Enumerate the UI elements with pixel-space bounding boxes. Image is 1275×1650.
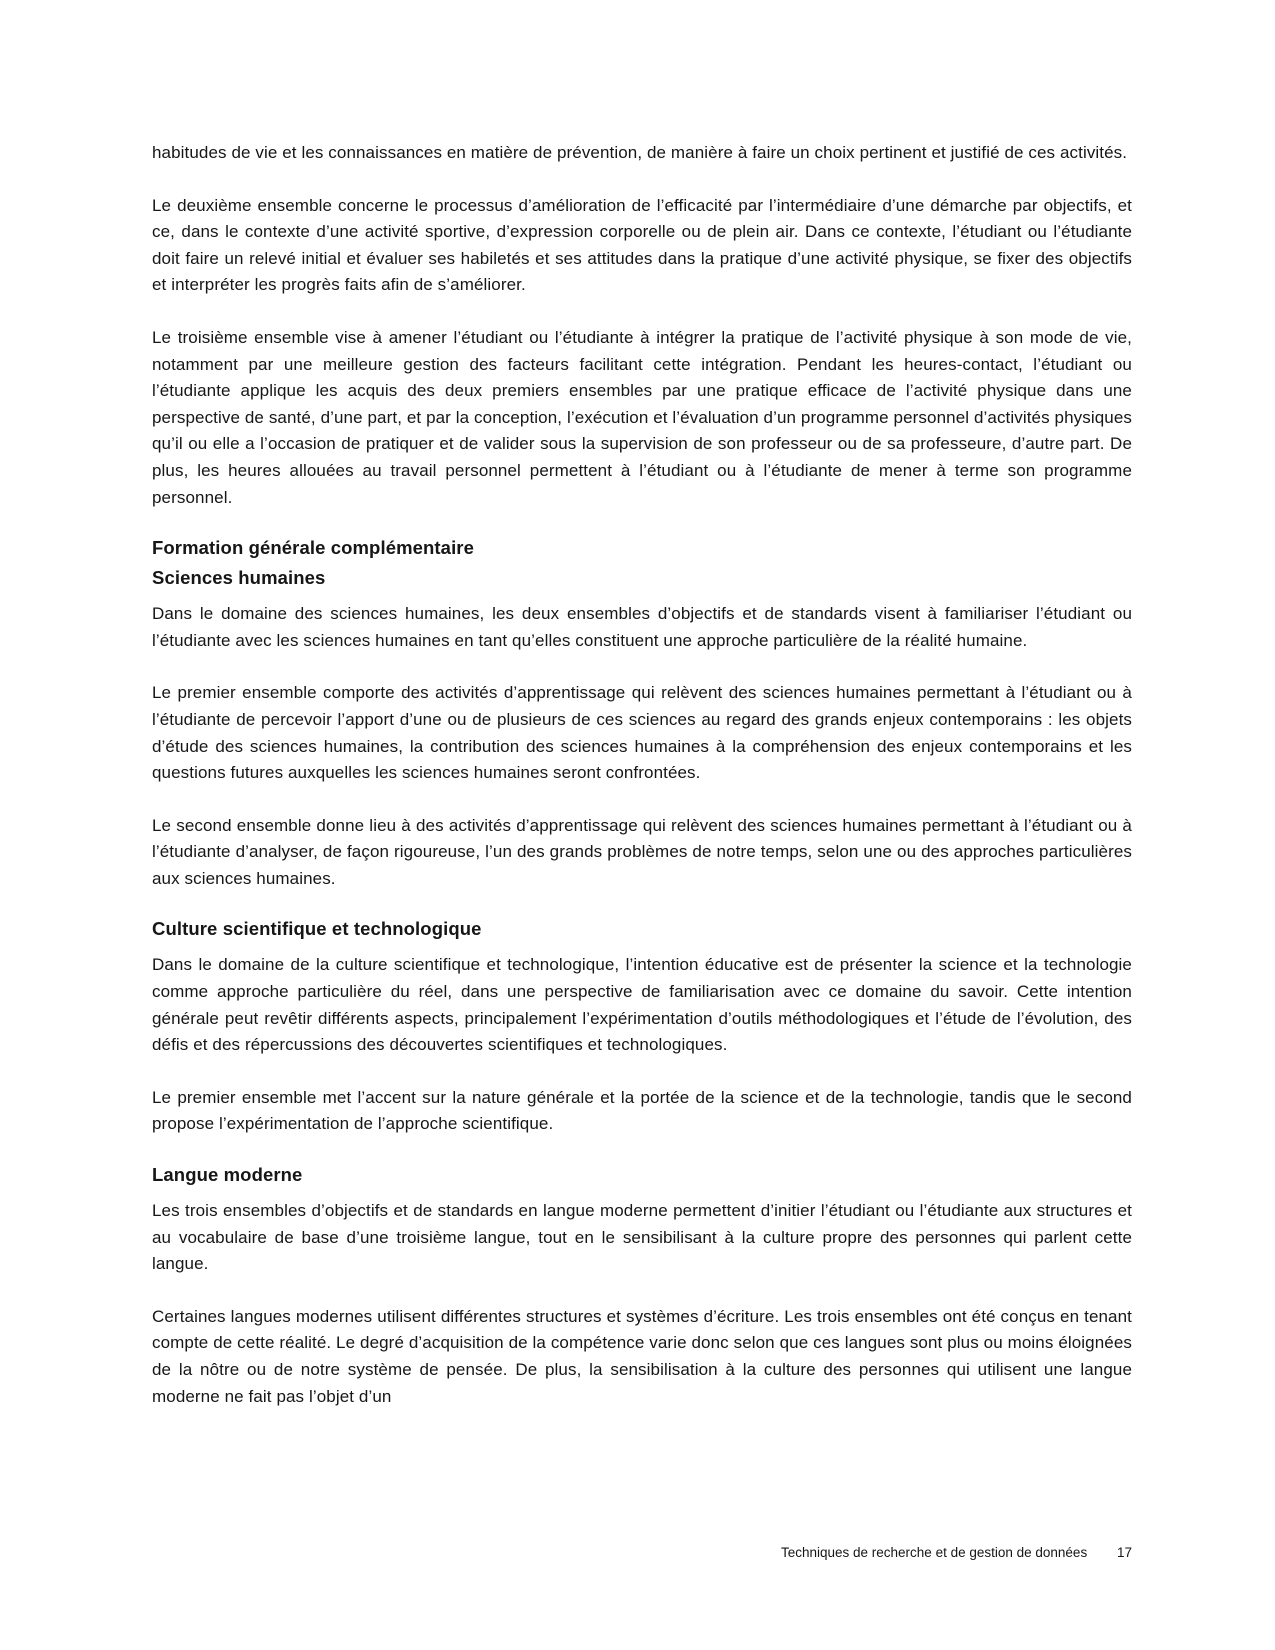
heading-sciences-humaines: Sciences humaines [152,567,326,589]
heading-langue-moderne: Langue moderne [152,1164,303,1186]
heading-culture-scientifique-technologique: Culture scientifique et technologique [152,918,482,940]
heading-formation-generale-complementaire: Formation générale complémentaire [152,537,475,559]
page-content [152,140,1132,1436]
paragraph-habitudes-de-vie: habitudes de vie et les connaissances en matière de prévention, de manière à faire un choix pertinent et justifié de ces activités. [152,143,1128,162]
paragraph-premier-ensemble-sciences: Le premier ensemble comporte des activités d’apprentissage qui relèvent des sciences humaines permettant à l’étudiant ou à l’étudiante de percevoir l’apport d’une ou de plusieurs de ces sciences au regard des grands enjeux contemporains : les objets d’étude des sciences humaines, la contribution des sciences humaines à la compréhension des enjeux contemporains et les questions futures auxquelles les sciences humaines seront confrontées. [152,683,1132,783]
page-footer [152,1545,1132,1560]
paragraph-deuxieme-ensemble: Le deuxième ensemble concerne le processus d’amélioration de l’efficacité par l’intermédiaire d’une démarche par objectifs, et ce, dans le contexte d’une activité sportive, d’expression corporelle ou de plein air. Dans ce contexte, l’étudiant ou l’étudiante doit faire un relevé initial et évaluer ses habiletés et ses attitudes dans la pratique d’une activité physique, se fixer des objectifs et interpréter les progrès faits afin de s’améliorer. [152,195,1132,295]
paragraph-second-ensemble-sciences: Le second ensemble donne lieu à des activités d’apprentissage qui relèvent des sciences humaines permettant à l’étudiant ou à l’étudiante d’analyser, de façon rigoureuse, l’un des grands problèmes de notre temps, selon une ou des approches particulières aux sciences humaines. [152,815,1132,888]
paragraph-domaine-culture-scientifique: Dans le domaine de la culture scientifique et technologique, l’intention éducative est de présenter la science et la technologie comme approche particulière du réel, dans une perspective de familiarisation avec ce domaine du savoir. Cette intention générale peut revêtir différents aspects, principalement l’expérimentation d’outils méthodologiques et l’étude de l’évolution, des défis et des répercussions des découvertes scientifiques et technologiques. [152,955,1132,1055]
footer-page-number: 17 [1116,1545,1132,1560]
paragraph-trois-ensembles-langue: Les trois ensembles d’objectifs et de standards en langue moderne permettent d’initier l’étudiant ou l’étudiante aux structures et au vocabulaire de base d’une troisième langue, tout en le sensibilisant à la culture propre des personnes qui parlent cette langue. [152,1201,1132,1274]
paragraph-domaine-sciences-humaines: Dans le domaine des sciences humaines, les deux ensembles d’objectifs et de standards visent à familiariser l’étudiant ou l’étudiante avec les sciences humaines en tant qu’elles constituent une approche particulière de la réalité humaine. [152,604,1132,650]
paragraph-premier-ensemble-science: Le premier ensemble met l’accent sur la nature générale et la portée de la science et de la technologie, tandis que le second propose l’expérimentation de l’approche scientifique. [152,1087,1132,1134]
paragraph-troisieme-ensemble: Le troisième ensemble vise à amener l’étudiant ou l’étudiante à intégrer la pratique de l’activité physique à son mode de vie, notamment par une meilleure gestion des facteurs facilitant cette intégration. Pendant les heures-contact, l’étudiant ou l’étudiante applique les acquis des deux premiers ensembles par une pratique efficace de l’activité physique dans une perspective de santé, d’une part, et par la conception, l’exécution et l’évaluation d’un programme personnel d’activités physiques qu’il ou elle a l’occasion de pratiquer et de valider sous la supervision de son professeur ou de sa professeure, d’autre part. De plus, les heures allouées au travail personnel permettent à l’étudiant ou à l’étudiante de mener à terme son programme personnel. [152,327,1132,507]
paragraph-certaines-langues-modernes: Certaines langues modernes utilisent différentes structures et systèmes d’écriture. Les trois ensembles ont été conçus en tenant compte de cette réalité. Le degré d’acquisition de la compétence varie donc selon que ces langues sont plus ou moins éloignées de la nôtre ou de notre système de pensée. De plus, la sensibilisation à la culture des personnes qui utilisent une langue moderne ne fait pas l’objet d’un [152,1306,1132,1406]
footer-document-title: Techniques de recherche et de gestion de données [780,1545,1088,1560]
